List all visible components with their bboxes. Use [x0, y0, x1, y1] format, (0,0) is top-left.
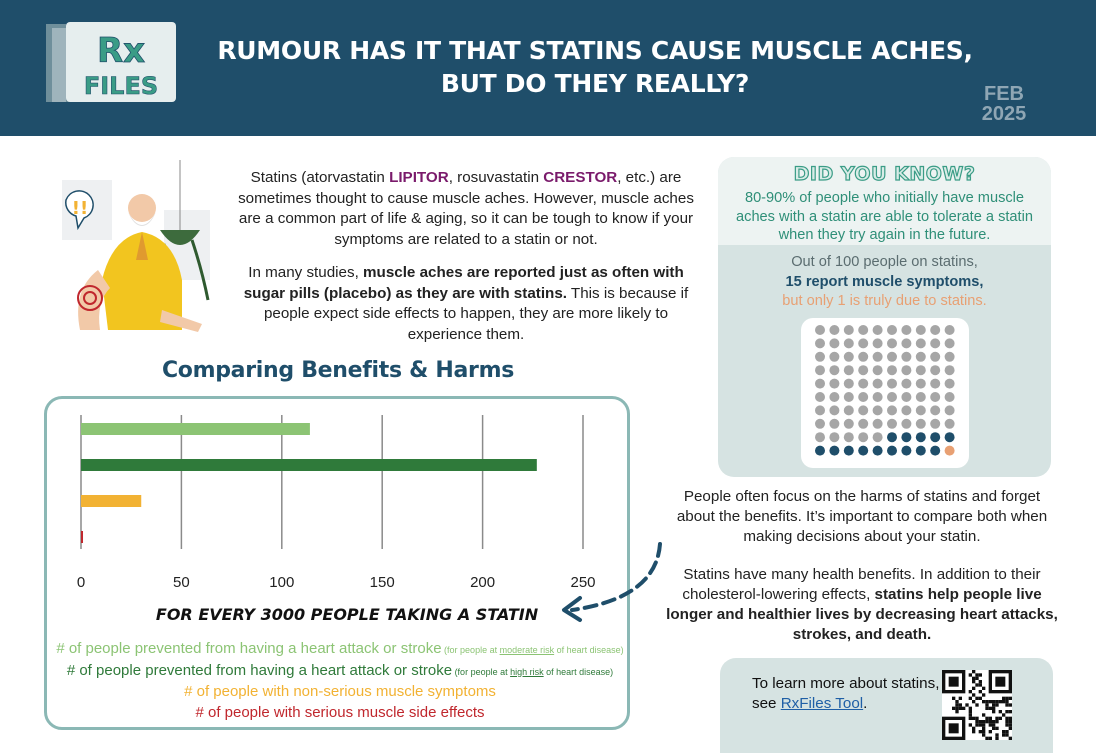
person-dot	[916, 432, 926, 442]
person-dot	[901, 325, 911, 335]
person-dot	[901, 446, 911, 456]
bar-chart	[47, 399, 627, 599]
person-dot	[930, 379, 940, 389]
person-dot	[844, 419, 854, 429]
page-title	[200, 34, 990, 100]
qr-code-icon[interactable]	[942, 670, 1012, 740]
person-dot	[930, 419, 940, 429]
dot-grid-card	[801, 318, 969, 468]
person-dot	[844, 405, 854, 415]
stat-line-3: but only 1 is truly due to statins.	[782, 293, 987, 309]
person-dot	[873, 338, 883, 348]
date-year: 2025	[981, 103, 1027, 125]
person-dot	[858, 338, 868, 348]
person-dot	[844, 338, 854, 348]
bar	[81, 495, 141, 507]
person-dot	[844, 446, 854, 456]
legend-note: (for people at moderate risk of heart disease)	[441, 645, 624, 655]
x-tick-label: 50	[173, 574, 190, 591]
title-line-2: BUT DO THEY REALLY?	[440, 69, 750, 98]
person-dot	[945, 352, 955, 362]
person-dot	[887, 325, 897, 335]
person-dot	[815, 392, 825, 402]
legend-item: # of people prevented from having a heart attack or stroke (for people at high risk of heart disease)	[66, 661, 614, 679]
person-dot	[829, 352, 839, 362]
person-dot	[930, 325, 940, 335]
person-dot	[815, 365, 825, 375]
person-dot	[901, 379, 911, 389]
person-dot	[844, 392, 854, 402]
person-dot	[873, 392, 883, 402]
chart-legend	[53, 639, 627, 723]
chart-caption: FOR EVERY 3000 PEOPLE TAKING A STATIN	[155, 605, 539, 624]
title-line-1: RUMOUR HAS IT THAT STATINS CAUSE MUSCLE ACHES,	[217, 36, 973, 65]
person-dot	[887, 432, 897, 442]
person-dot	[858, 325, 868, 335]
person-dot	[930, 432, 940, 442]
person-dot	[873, 325, 883, 335]
person-dot	[815, 419, 825, 429]
stat-line-1: Out of 100 people on statins,	[791, 254, 978, 270]
person-dot	[945, 405, 955, 415]
person-dot	[945, 446, 955, 456]
x-tick-label: 200	[470, 574, 496, 591]
person-dot	[858, 392, 868, 402]
person-dot	[916, 338, 926, 348]
person-dot	[930, 446, 940, 456]
person-dot	[901, 352, 911, 362]
person-dot	[916, 405, 926, 415]
person-dot	[887, 392, 897, 402]
benefits-harms-chart	[44, 396, 630, 730]
person-dot	[930, 352, 940, 362]
x-tick-label: 100	[269, 574, 295, 591]
person-dot	[916, 379, 926, 389]
learn-more-text: To learn more about statins, see RxFiles Tool.	[752, 675, 940, 712]
intro-paragraph-2: In many studies, muscle aches are reported just as often with sugar pills (placebo) as they are with statins. This is because if people expect side effects to happen, they are more likely to experience them.	[243, 264, 689, 343]
person-dot	[844, 325, 854, 335]
person-dot	[815, 338, 825, 348]
benefits-paragraph-2: Statins have many health benefits. In addition to their cholesterol-lowering effects, statins help people live longer and healthier lives by decreasing heart attacks, strokes, and death.	[666, 566, 1058, 643]
person-dot	[887, 446, 897, 456]
person-dot	[930, 405, 940, 415]
person-dot	[901, 365, 911, 375]
intro-text	[228, 168, 704, 345]
person-dot	[815, 352, 825, 362]
dashed-arrow-icon	[556, 540, 676, 630]
person-dot	[815, 432, 825, 442]
person-dot	[873, 379, 883, 389]
person-dot	[901, 392, 911, 402]
comparing-heading: Comparing Benefits & Harms	[161, 358, 515, 383]
person-dot	[829, 419, 839, 429]
person-dot	[873, 405, 883, 415]
legend-item: # of people prevented from having a heart attack or stroke (for people at moderate risk of heart disease)	[56, 640, 624, 657]
person-dot	[844, 352, 854, 362]
person-dot	[815, 325, 825, 335]
person-dot	[916, 446, 926, 456]
person-dot	[873, 419, 883, 429]
did-you-know-fact: 80-90% of people who initially have muscle aches with a statin are able to tolerate a statin when they try again in the future.	[736, 190, 1033, 243]
rxfiles-logo	[44, 18, 178, 104]
intro-paragraph-1: Statins (atorvastatin LIPITOR, rosuvastatin CRESTOR, etc.) are sometimes thought to cause muscle aches. However, muscle aches are a common part of life & aging, so it can be tough to know if your symptoms are related to a statin or not.	[238, 169, 694, 248]
person-dot	[945, 379, 955, 389]
person-dot	[873, 365, 883, 375]
person-dot	[945, 419, 955, 429]
person-dot	[858, 446, 868, 456]
person-dot	[844, 365, 854, 375]
person-dot	[887, 379, 897, 389]
bar	[81, 531, 83, 543]
x-tick-label: 250	[570, 574, 596, 591]
person-dot	[930, 392, 940, 402]
person-dot	[887, 365, 897, 375]
person-dot	[873, 446, 883, 456]
person-dot	[829, 325, 839, 335]
did-you-know-title: DID YOU KNOW?	[793, 163, 976, 185]
person-dot	[930, 338, 940, 348]
person-dot	[945, 325, 955, 335]
brand-lipitor: LIPITOR	[389, 169, 449, 186]
person-dot	[858, 432, 868, 442]
person-dot	[916, 392, 926, 402]
dot-grid	[801, 318, 969, 468]
person-dot	[901, 419, 911, 429]
double-exclamation-icon: !!	[71, 198, 89, 219]
person-dot	[829, 432, 839, 442]
person-dot	[829, 338, 839, 348]
person-dot	[829, 446, 839, 456]
person-dot	[873, 432, 883, 442]
person-dot	[901, 432, 911, 442]
legend-item: # of people with non-serious muscle symptoms	[184, 683, 496, 700]
did-you-know-header	[718, 157, 1051, 245]
person-dot	[858, 405, 868, 415]
person-dot	[930, 365, 940, 375]
logo-rx-text: Rx	[96, 31, 146, 71]
person-dot	[815, 379, 825, 389]
date-month: FEB	[984, 83, 1024, 105]
learn-more-panel	[720, 658, 1053, 753]
bar	[81, 459, 537, 471]
person-dot	[815, 446, 825, 456]
stat-line-2: 15 report muscle symptoms,	[785, 273, 984, 290]
publication-date	[964, 84, 1044, 124]
person-dot	[887, 352, 897, 362]
person-dot	[916, 419, 926, 429]
x-tick-label: 0	[76, 574, 86, 591]
person-dot	[858, 365, 868, 375]
benefits-paragraph-1: People often focus on the harms of statins and forget about the benefits. It’s important to compare both when making decisions about your statin.	[676, 488, 1048, 545]
person-dot	[916, 325, 926, 335]
man-with-muscle-ache-illustration	[52, 160, 222, 340]
person-dot	[945, 365, 955, 375]
person-dot	[815, 405, 825, 415]
person-dot	[945, 392, 955, 402]
person-dot	[901, 405, 911, 415]
person-dot	[887, 338, 897, 348]
person-dot	[916, 352, 926, 362]
person-dot	[858, 419, 868, 429]
did-you-know-panel	[718, 157, 1051, 477]
person-dot	[829, 392, 839, 402]
person-dot	[887, 405, 897, 415]
person-dot	[829, 405, 839, 415]
person-dot	[858, 352, 868, 362]
legend-note: (for people at high risk of heart disease)	[452, 666, 614, 677]
person-dot	[887, 419, 897, 429]
bar	[81, 423, 310, 435]
brand-crestor: CRESTOR	[543, 169, 618, 186]
legend-item: # of people with serious muscle side effects	[195, 703, 485, 721]
header-banner	[0, 0, 1096, 136]
logo-files-text: FILES	[83, 72, 159, 100]
person-dot	[829, 365, 839, 375]
person-dot	[873, 352, 883, 362]
person-dot	[858, 379, 868, 389]
person-dot	[916, 365, 926, 375]
person-dot	[945, 338, 955, 348]
person-dot	[844, 432, 854, 442]
person-dot	[945, 432, 955, 442]
person-dot	[901, 338, 911, 348]
x-tick-label: 150	[369, 574, 395, 591]
did-you-know-stats	[718, 253, 1051, 312]
rxfiles-tool-link[interactable]: RxFiles Tool	[780, 695, 864, 712]
person-dot	[844, 379, 854, 389]
person-dot	[829, 379, 839, 389]
